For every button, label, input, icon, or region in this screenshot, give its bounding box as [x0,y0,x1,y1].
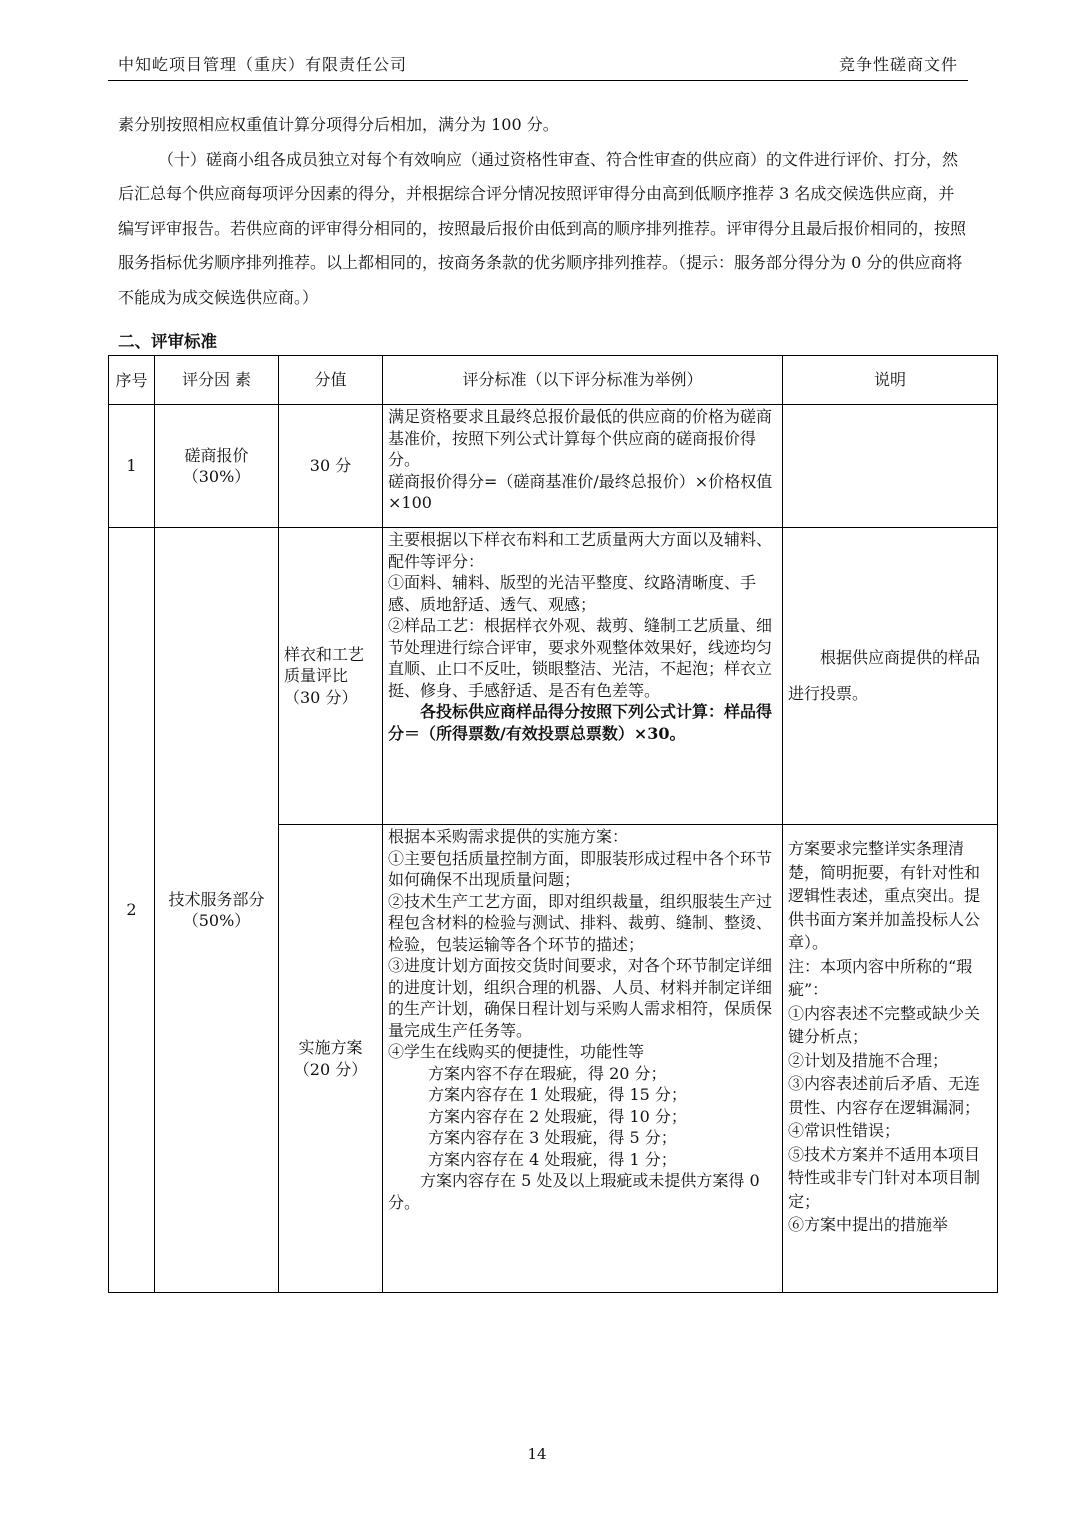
row2-sub2-note [783,825,998,1293]
row2-sub2-score: 实施方案（20 分） [279,825,383,1293]
row1-factor-label: 磋商报价 [184,445,249,465]
row2-sub1-criteria-line: 主要根据以下样衣布料和工艺质量两大方面以及辅料、配件等评分： [388,530,773,571]
row2-sub1-score: 样衣和工艺质量评比（30 分） [279,528,383,825]
row2-sub2-scoring-line: 方案内容存在 4 处瑕疵，得 1 分； [428,1149,677,1169]
row2-sub2-scoring-line: 方案内容存在 3 处瑕疵，得 5 分； [428,1128,677,1147]
row2-sub2-note-line: ⑥方案中提出的措施举 [788,1215,949,1234]
row2-sub1-criteria-line: ①面料、辅料、版型的光洁平整度、纹路清晰度、手感、质地舒适、透气、观感； [388,573,757,614]
row2-sub2-scoring-line: 方案内容存在 5 处及以上瑕疵或未提供方案得 0 分。 [388,1171,760,1212]
row2-factor [155,528,279,1293]
header-no: 序号 [109,356,155,405]
row2-sub1-note: 根据供应商提供的样品进行投票。 [783,528,998,825]
row2-sub2-scoring-line: 方案内容不存在瑕疵，得 20 分； [428,1063,667,1083]
evaluation-table [108,355,998,1293]
row1-note [783,405,998,528]
row1-criteria [383,405,783,528]
row1-no: 1 [109,405,155,528]
row2-sub2-scoring-line: 方案内容存在 1 处瑕疵，得 15 分； [428,1085,687,1104]
table-row [109,405,998,528]
row2-sub2-criteria-line: ①主要包括质量控制方面，即服装形成过程中各个环节如何确保不出现质量问题； [388,848,773,889]
page-header [108,50,968,81]
row1-score: 30 分 [279,405,383,528]
row2-sub2-scoring-line: 方案内容存在 2 处瑕疵，得 10 分； [428,1106,687,1126]
paragraph-1: 素分别按照相应权重值计算分项得分后相加，满分为 100 分。 [118,115,559,134]
row2-sub2-criteria-line: 根据本采购需求提供的实施方案： [388,827,629,846]
header-note: 说明 [783,356,998,405]
header-score: 分值 [279,356,383,405]
header-factor: 评分因 素 [155,356,279,405]
row2-sub1-formula: 各投标供应商样品得分按照下列公式计算：样品得分＝（所得票数/有效投票总票数）×30。 [388,702,773,743]
row2-sub2-note-line: ④常识性错误； [788,1121,901,1140]
row2-sub2-note-line: ③内容表述前后矛盾、无连贯性、内容存在逻辑漏洞； [788,1074,981,1117]
row2-sub2-note-line: 方案要求完整详实条理清楚，简明扼要，有针对性和逻辑性表述，重点突出。提供书面方案并加盖投标人公章）。 [788,839,981,952]
row2-no: 2 [109,528,155,1293]
page-number: 14 [527,1445,547,1463]
row2-sub2-criteria-line: ②技术生产工艺方面，即对组织裁量，组织服装生产过程包含材料的检验与测试、排料、裁剪、缝制、整烫、检验，包装运输等各个环节的描述； [388,891,773,954]
body-text [118,108,970,315]
row2-sub2-criteria [383,825,783,1293]
paragraph-2: （十）磋商小组各成员独立对每个有效响应（通过资格性审查、符合性审查的供应商）的文件进行评价、打分，然后汇总每个供应商每项评分因素的得分，并根据综合评分情况按照评审得分由高到低顺序推荐 3 名成交候选供应商，并编写评审报告。若供应商的评审得分相同的，按照最后报价由低到高的顺序排列推荐。评审得分且最后报价相同的，按照服务指标优劣顺序排列推荐。以上都相同的，按商务条款的优劣顺序排列推荐。（提示：服务部分得分为 0 分的供应商将不能成为成交候选供应商。） [118,149,967,307]
row2-sub2-note-line: ①内容表述不完整或缺少关键分析点； [788,1003,981,1046]
row2-factor-label: 技术服务部分 [168,889,265,909]
table-row [109,528,998,825]
row2-sub2-criteria-line: ③进度计划方面按交货时间要求，对各个环节制定详细的进度计划，组织合理的机器、人员、材料并制定详细的生产计划，确保日程计划与采购人需求相符，保质保量完成生产任务等。 [388,956,773,1040]
company-name: 中知屹项目管理（重庆）有限责任公司 [118,55,408,74]
row2-sub1-criteria [383,528,783,825]
row1-factor-pct: （30%） [182,467,251,486]
row1-criteria-line: 满足资格要求且最终总报价最低的供应商的价格为磋商基准价，按照下列公式计算每个供应商的磋商报价得分。 [388,407,773,469]
row1-criteria-line: 磋商报价得分=（磋商基准价/最终总报价）×价格权值×100 [388,471,773,512]
row2-sub2-note-line: 注：本项内容中所称的“瑕疵”： [788,956,973,999]
table-header-row [109,356,998,405]
row2-sub2-criteria-line: ④学生在线购买的便捷性，功能性等 [388,1042,645,1061]
document-type: 竞争性磋商文件 [838,55,958,74]
section-title: 二、评审标准 [118,332,217,351]
header-criteria: 评分标准（以下评分标准为举例） [383,356,783,405]
row1-factor [155,405,279,528]
row2-factor-pct: （50%） [182,911,251,930]
row2-sub1-criteria-line: ②样品工艺：根据样衣外观、裁剪、缝制工艺质量、细节处理进行综合评审，要求外观整体效果好，线迹均匀直顺、止口不反吐，锁眼整洁、光洁，不起泡；样衣立挺、修身、手感舒适、是否有色差等。 [388,616,773,700]
row2-sub2-note-line: ⑤技术方案并不适用本项目特性或非专门针对本项目制定； [788,1144,981,1211]
row2-sub2-note-line: ②计划及措施不合理； [788,1050,949,1070]
